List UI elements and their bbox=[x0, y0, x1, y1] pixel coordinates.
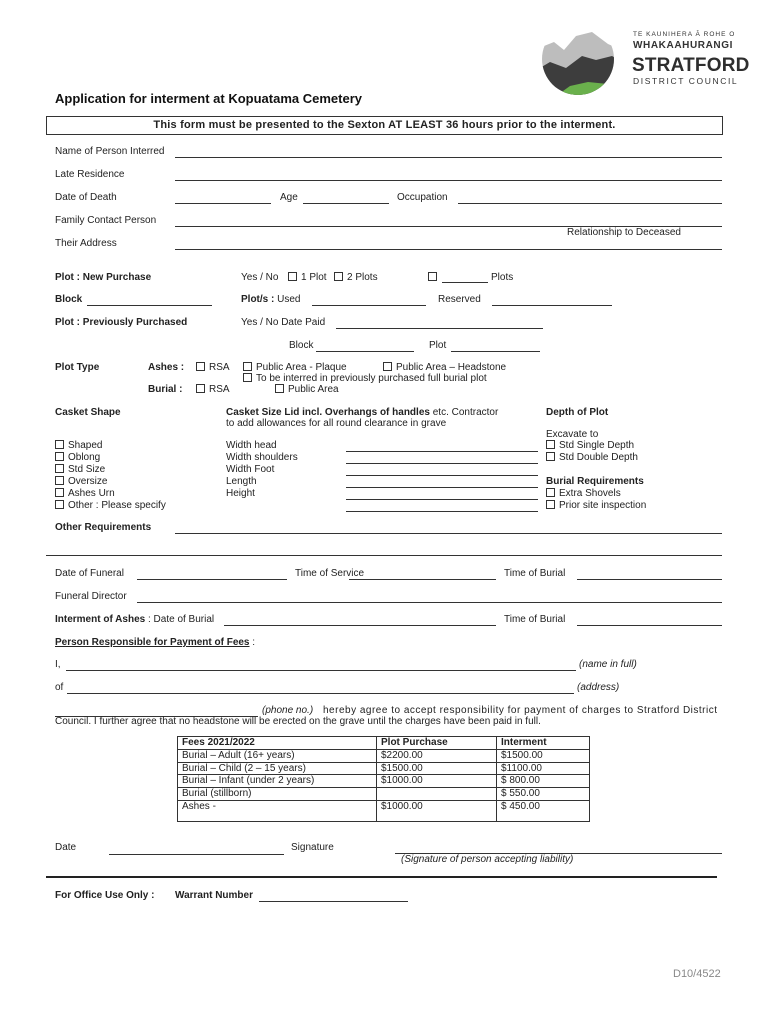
fees-cell: $1000.00 bbox=[377, 775, 497, 788]
interred-prev-option[interactable] bbox=[243, 373, 487, 384]
two-plots-option[interactable] bbox=[334, 272, 378, 283]
plots-label: Plots bbox=[491, 272, 514, 283]
block-label: Block bbox=[55, 294, 83, 305]
warrant-label: Warrant Number bbox=[175, 890, 253, 901]
single-depth-option[interactable] bbox=[546, 440, 634, 451]
length-label: Length bbox=[226, 476, 257, 487]
of-prefix: of bbox=[55, 682, 64, 693]
public-plaque-label: Public Area - Plaque bbox=[256, 362, 347, 373]
block-field[interactable] bbox=[87, 293, 212, 306]
used-field[interactable] bbox=[312, 293, 426, 306]
date-label: Date bbox=[55, 842, 77, 853]
name-in-full-label: (name in full) bbox=[579, 659, 637, 670]
residence-field[interactable] bbox=[175, 168, 722, 181]
ashes-date-field[interactable] bbox=[224, 613, 496, 626]
prev-purchased-label: Plot : Previously Purchased bbox=[55, 317, 188, 328]
n-plots-field[interactable] bbox=[442, 270, 488, 283]
excavate-label: Excavate to bbox=[546, 429, 599, 440]
other-req-field[interactable] bbox=[175, 521, 722, 534]
ashes-rsa-option[interactable] bbox=[196, 362, 230, 373]
fees-row bbox=[178, 762, 590, 775]
public-headstone-checkbox[interactable] bbox=[383, 362, 392, 371]
prior-inspection-checkbox[interactable] bbox=[546, 500, 555, 509]
occupation-field[interactable] bbox=[458, 191, 722, 204]
other-label: Other : Please specify bbox=[68, 500, 166, 511]
burial-label: Burial : bbox=[148, 384, 183, 395]
double-depth-checkbox[interactable] bbox=[546, 452, 555, 461]
page-title: Application for interment at Kopuatama Cemetery bbox=[55, 91, 362, 106]
fees-cell: Burial (stillborn) bbox=[178, 788, 377, 801]
director-field[interactable] bbox=[137, 590, 722, 603]
name-field[interactable] bbox=[175, 145, 722, 158]
fees-table bbox=[177, 736, 590, 822]
doc-code: D10/4522 bbox=[673, 968, 721, 980]
height-label: Height bbox=[226, 488, 255, 499]
fees-cell: $1500.00 bbox=[497, 749, 590, 762]
one-plot-label: 1 Plot bbox=[301, 272, 327, 283]
burial-req-label: Burial Requirements bbox=[546, 476, 644, 487]
casket-size-label bbox=[226, 407, 498, 418]
fees-cell: $ 550.00 bbox=[497, 788, 590, 801]
fees-row bbox=[178, 800, 590, 821]
plot-type-label: Plot Type bbox=[55, 362, 100, 373]
service-time-field[interactable] bbox=[349, 567, 496, 580]
shaped-checkbox[interactable] bbox=[55, 440, 64, 449]
fees-cell: Burial – Adult (16+ years) bbox=[178, 749, 377, 762]
i-prefix: I, bbox=[55, 659, 61, 670]
plot2-label: Plot bbox=[429, 340, 447, 351]
public-headstone-option[interactable] bbox=[383, 362, 506, 373]
single-depth-label: Std Single Depth bbox=[559, 440, 635, 451]
death-label: Date of Death bbox=[55, 192, 117, 203]
width-foot-label: Width Foot bbox=[226, 464, 275, 475]
std-size-label: Std Size bbox=[68, 464, 106, 475]
logo-name-text: STRATFORD bbox=[632, 55, 750, 76]
other-req-field-2[interactable] bbox=[46, 543, 722, 556]
logo-maori-text: WHAKAAHURANGI bbox=[633, 40, 734, 51]
office-use-label: For Office Use Only : bbox=[55, 890, 155, 901]
public-plaque-option[interactable] bbox=[243, 362, 347, 373]
two-plots-label: 2 Plots bbox=[347, 272, 378, 283]
death-date-field[interactable] bbox=[175, 191, 271, 204]
other-checkbox[interactable] bbox=[55, 500, 64, 509]
fees-cell: $1100.00 bbox=[497, 762, 590, 775]
public-headstone-label: Public Area – Headstone bbox=[396, 362, 507, 373]
logo-top-text: TE KAUNIHERA Ā ROHE O bbox=[633, 31, 736, 38]
interred-prev-label: To be interred in previously purchased full burial plot bbox=[256, 373, 487, 384]
plots-used-label bbox=[241, 294, 300, 305]
fees-cell: $ 800.00 bbox=[497, 775, 590, 788]
extra-shovels-label: Extra Shovels bbox=[559, 488, 621, 499]
prior-inspection-label: Prior site inspection bbox=[559, 500, 647, 511]
ashes-interment-rest: : Date of Burial bbox=[145, 614, 215, 625]
plots-label-bold: Plot/s : bbox=[241, 294, 275, 305]
reserved-label: Reserved bbox=[438, 294, 481, 305]
ashes-rsa-checkbox[interactable] bbox=[196, 362, 205, 371]
warrant-field[interactable] bbox=[259, 889, 408, 902]
fees-header-cell: Plot Purchase bbox=[377, 737, 497, 750]
used-label: Used bbox=[277, 294, 301, 305]
fees-row bbox=[178, 775, 590, 788]
ashes-interment-label bbox=[55, 614, 214, 625]
fees-cell: $2200.00 bbox=[377, 749, 497, 762]
shape-option-oblong[interactable] bbox=[55, 452, 100, 463]
plot2-field[interactable] bbox=[451, 339, 540, 352]
address-field[interactable] bbox=[175, 237, 722, 250]
public-area-option[interactable] bbox=[275, 384, 339, 395]
fees-header-cell: Interment bbox=[497, 737, 590, 750]
age-field[interactable] bbox=[303, 191, 389, 204]
payer-address-field[interactable] bbox=[67, 681, 574, 694]
ashes-urn-label: Ashes Urn bbox=[68, 488, 115, 499]
office-divider bbox=[46, 876, 717, 878]
fees-header-cell: Fees 2021/2022 bbox=[178, 737, 377, 750]
director-label: Funeral Director bbox=[55, 591, 127, 602]
one-plot-checkbox[interactable] bbox=[288, 272, 297, 281]
shape-option-ashes-urn[interactable] bbox=[55, 488, 115, 499]
fees-header-row bbox=[178, 737, 590, 750]
funeral-date-field[interactable] bbox=[137, 567, 287, 580]
occupation-label: Occupation bbox=[397, 192, 448, 203]
name-label: Name of Person Interred bbox=[55, 146, 165, 157]
prior-inspection-option[interactable] bbox=[546, 500, 646, 511]
n-plots-checkbox[interactable] bbox=[428, 272, 437, 281]
age-label: Age bbox=[280, 192, 298, 203]
ashes-label: Ashes : bbox=[148, 362, 185, 373]
casket-size-rest: etc. Contractor bbox=[429, 407, 499, 418]
phone-label: (phone no.) bbox=[262, 705, 314, 716]
oversize-label: Oversize bbox=[68, 476, 108, 487]
funeral-date-label: Date of Funeral bbox=[55, 568, 124, 579]
depth-label: Depth of Plot bbox=[546, 407, 609, 418]
burial-time2-field[interactable] bbox=[577, 613, 722, 626]
service-time-label: Time of Service bbox=[295, 568, 365, 579]
casket-size-bold: Casket Size Lid incl. Overhangs of handles bbox=[226, 407, 430, 418]
ashes-rsa-label: RSA bbox=[209, 362, 230, 373]
fees-cell: $1000.00 bbox=[377, 800, 497, 821]
signature-note: (Signature of person accepting liability) bbox=[401, 854, 574, 865]
yes-no-label: Yes / No bbox=[241, 272, 279, 283]
burial-rsa-checkbox[interactable] bbox=[196, 384, 205, 393]
burial-time-field[interactable] bbox=[577, 567, 722, 580]
public-area-label: Public Area bbox=[288, 384, 339, 395]
fees-cell: $1500.00 bbox=[377, 762, 497, 775]
payment-heading-text: Person Responsible for Payment of Fees bbox=[55, 637, 250, 648]
burial-rsa-label: RSA bbox=[209, 384, 230, 395]
fees-cell: Ashes - bbox=[178, 800, 377, 821]
mountain-logo-icon bbox=[530, 22, 626, 96]
fees-row bbox=[178, 788, 590, 801]
signature-field[interactable] bbox=[395, 841, 722, 854]
burial-time-label: Time of Burial bbox=[504, 568, 566, 579]
new-purchase-label: Plot : New Purchase bbox=[55, 272, 152, 283]
other-req-label: Other Requirements bbox=[55, 522, 152, 533]
n-plots-option[interactable] bbox=[428, 272, 441, 283]
contact-field[interactable] bbox=[175, 214, 722, 227]
logo-sub-text: DISTRICT COUNCIL bbox=[633, 76, 739, 86]
signature-label: Signature bbox=[291, 842, 334, 853]
shape-option-std-size[interactable] bbox=[55, 464, 105, 475]
oblong-label: Oblong bbox=[68, 452, 101, 463]
shape-option-shaped[interactable] bbox=[55, 440, 102, 451]
address-label-italic: (address) bbox=[577, 682, 620, 693]
double-depth-label: Std Double Depth bbox=[559, 452, 638, 463]
relationship-label: Relationship to Deceased bbox=[567, 227, 681, 238]
residence-label: Late Residence bbox=[55, 169, 125, 180]
ashes-urn-checkbox[interactable] bbox=[55, 488, 64, 497]
fees-row bbox=[178, 749, 590, 762]
agree-text-2: Council. I further agree that no headstone will be erected on the grave until the charges have been paid in full. bbox=[55, 716, 541, 727]
fees-cell: $ 450.00 bbox=[497, 800, 590, 821]
contact-label: Family Contact Person bbox=[55, 215, 157, 226]
sign-date-field[interactable] bbox=[109, 842, 284, 855]
oblong-checkbox[interactable] bbox=[55, 452, 64, 461]
fees-cell: Burial – Infant (under 2 years) bbox=[178, 775, 377, 788]
double-depth-option[interactable] bbox=[546, 452, 638, 463]
date-paid-field[interactable] bbox=[336, 316, 543, 329]
block2-label: Block bbox=[289, 340, 314, 351]
oversize-checkbox[interactable] bbox=[55, 476, 64, 485]
shape-option-oversize[interactable] bbox=[55, 476, 107, 487]
burial-time2-label: Time of Burial bbox=[504, 614, 566, 625]
ashes-interment-bold: Interment of Ashes bbox=[55, 614, 146, 625]
width-head-label: Width head bbox=[226, 440, 277, 451]
casket-size-label2: to add allowances for all round clearance in grave bbox=[226, 418, 447, 429]
address-label: Their Address bbox=[55, 238, 117, 249]
extra-shovels-option[interactable] bbox=[546, 488, 621, 499]
fees-cell: Burial – Child (2 – 15 years) bbox=[178, 762, 377, 775]
extra-shovels-checkbox[interactable] bbox=[546, 488, 555, 497]
block2-field[interactable] bbox=[316, 339, 414, 352]
payment-heading bbox=[55, 637, 255, 648]
payment-heading-colon: : bbox=[249, 637, 256, 648]
shape-option-other[interactable] bbox=[55, 500, 166, 511]
single-depth-checkbox[interactable] bbox=[546, 440, 555, 449]
public-plaque-checkbox[interactable] bbox=[243, 362, 252, 371]
one-plot-option[interactable] bbox=[288, 272, 327, 283]
public-area-checkbox[interactable] bbox=[275, 384, 284, 393]
reserved-field[interactable] bbox=[492, 293, 612, 306]
casket-shape-label: Casket Shape bbox=[55, 407, 121, 418]
std-size-checkbox[interactable] bbox=[55, 464, 64, 473]
two-plots-checkbox[interactable] bbox=[334, 272, 343, 281]
prev-yes-no-label: Yes / No Date Paid bbox=[241, 317, 326, 328]
full-name-field[interactable] bbox=[66, 658, 576, 671]
width-shoulders-label: Width shoulders bbox=[226, 452, 298, 463]
notice-banner: This form must be presented to the Sexton AT LEAST 36 hours prior to the interment. bbox=[46, 116, 723, 135]
agree-text: hereby agree to accept responsibility for payment of charges to Stratford District bbox=[323, 705, 718, 716]
interred-prev-checkbox[interactable] bbox=[243, 373, 252, 382]
fees-cell bbox=[377, 788, 497, 801]
shaped-label: Shaped bbox=[68, 440, 103, 451]
other-spec-field[interactable] bbox=[346, 499, 538, 512]
burial-rsa-option[interactable] bbox=[196, 384, 230, 395]
